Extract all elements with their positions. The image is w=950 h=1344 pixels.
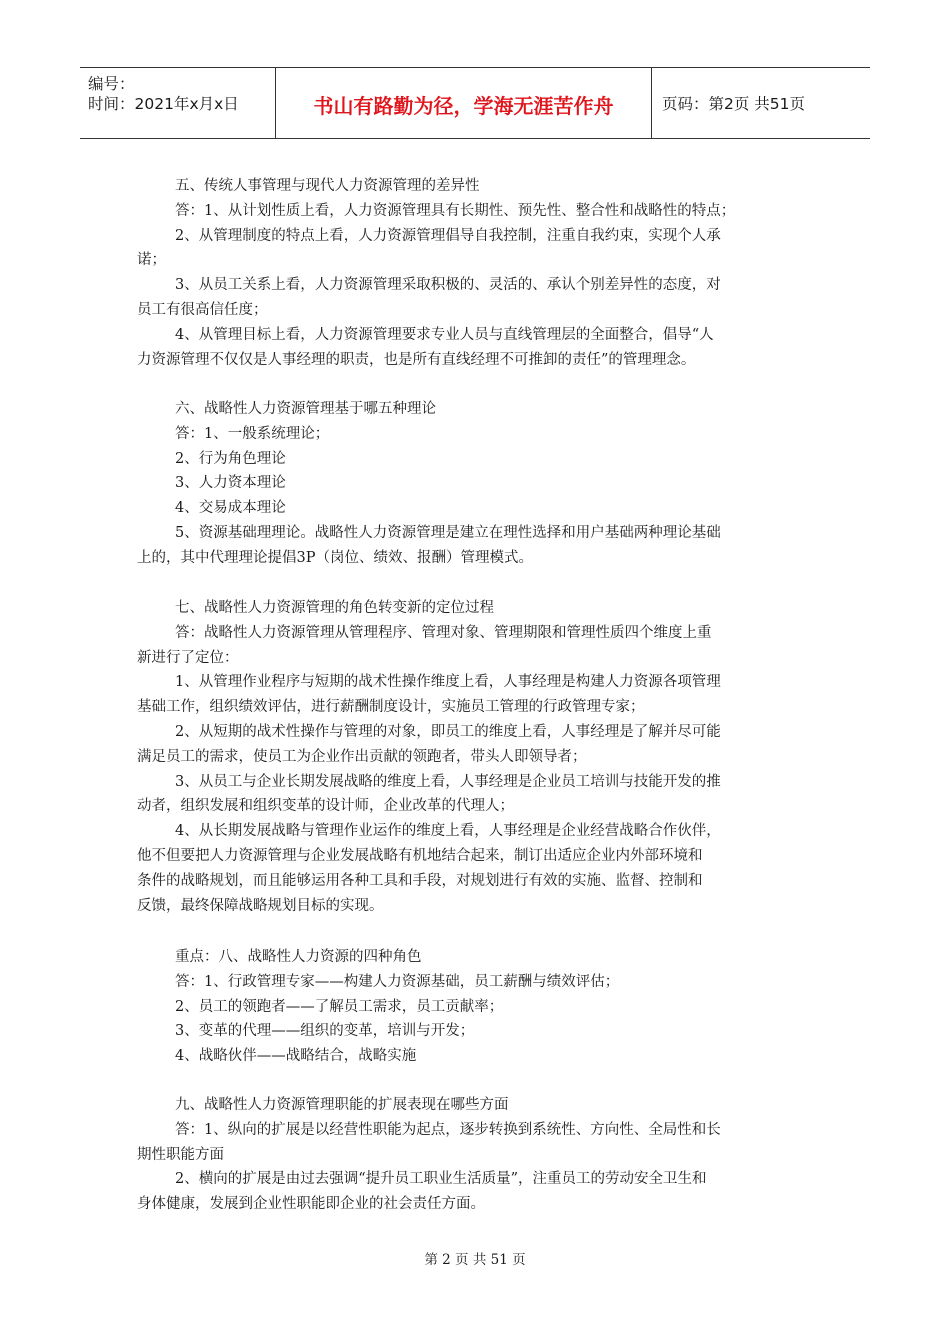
number-label: 编号： [88,75,135,93]
body-line: 动者，组织发展和组织变革的设计师，企业改革的代理人； [137,798,514,815]
body-line: 期性职能方面 [137,1146,224,1163]
body-line: 3、人力资本理论 [175,475,286,492]
body-line: 员工有很高信任度； [137,302,268,318]
body-line: 3、从员工与企业长期发展战略的维度上看，人事经理是企业员工培训与技能开发的推 [175,773,721,790]
body-line: 上的，其中代理理论提倡3P（岗位、绩效、报酬）管理模式。 [137,549,533,566]
body-line: 4、交易成本理论 [175,500,286,517]
body-line: 1、从管理作业程序与短期的战术性操作维度上看，人事经理是构建人力资源各项管理 [175,674,721,691]
body-line: 2、员工的领跑者——了解员工需求，员工贡献率； [175,998,504,1015]
body-line: 2、横向的扩展是由过去强调“提升员工职业生活质量”，注重员工的劳动安全卫生和 [175,1171,707,1188]
header-page-cell [652,68,870,138]
body-line: 身体健康，发展到企业性职能即企业的社会责任方面。 [137,1196,485,1213]
body-line: 力资源管理不仅仅是人事经理的职责，也是所有直线经理不可推卸的责任”的管理理念。 [137,351,696,368]
body-line: 2、行为角色理论 [175,450,286,467]
body-line: 3、从员工关系上看，人力资源管理采取积极的、灵活的、承认个别差异性的态度，对 [175,277,721,294]
body-line: 4、从管理目标上看，人力资源管理要求专业人员与直线管理层的全面整合，倡导“人 [175,326,714,343]
section-heading: 九、战略性人力资源管理职能的扩展表现在哪些方面 [175,1097,509,1113]
body-line: 答：1、从计划性质上看，人力资源管理具有长期性、预先性、整合性和战略性的特点； [175,202,736,219]
body-line: 5、资源基础理理论。战略性人力资源管理是建立在理性选择和用户基础两种理论基础 [175,525,721,541]
body-line: 4、从长期发展战略与管理作业运作的维度上看，人事经理是企业经营战略合作伙伴， [175,823,721,840]
header-meta [80,68,276,138]
body-line: 反馈，最终保障战略规划目标的实现。 [137,897,384,914]
body-line: 他不但要把人力资源管理与企业发展战略有机地结合起来，制订出适应企业内外部环境和 [137,848,703,864]
body-line: 答：战略性人力资源管理从管理程序、管理对象、管理期限和管理性质四个维度上重 [175,624,712,641]
body-line: 诺； [137,252,166,269]
section-heading: 六、战略性人力资源管理基于哪五种理论 [175,401,436,417]
body-line: 答：1、一般系统理论； [175,425,330,442]
body-line: 基础工作，组织绩效评估，进行薪酬制度设计，实施员工管理的行政管理专家； [137,699,645,716]
body-line: 2、从短期的战术性操作与管理的对象，即员工的维度上看，人事经理是了解并尽可能 [175,724,721,740]
body-line: 2、从管理制度的特点上看，人力资源管理倡导自我控制，注重自我约束，实现个人承 [175,227,721,244]
body-line: 满足员工的需求，使员工为企业作出贡献的领跑者，带头人即领导者； [137,748,587,765]
body-line: 4、战略伙伴——战略结合，战略实施 [175,1048,417,1065]
section-heading: 七、战略性人力资源管理的角色转变新的定位过程 [175,600,494,616]
body-line: 条件的战略规划，而且能够运用各种工具和手段，对规划进行有效的实施、监督、控制和 [137,872,703,889]
body-line: 答：1、纵向的扩展是以经营性职能为起点，逐步转换到系统性、方向性、全局性和长 [175,1121,721,1138]
body-line: 3、变革的代理——组织的变革，培训与开发； [175,1023,475,1040]
body-line: 答：1、行政管理专家——构建人力资源基础，员工薪酬与绩效评估； [175,973,620,990]
section-heading: 五、传统人事管理与现代人力资源管理的差异性 [175,178,480,194]
section-heading: 重点：八、战略性人力资源的四种角色 [175,949,422,965]
page-footer: 第 2 页 共 51 页 [424,1252,526,1268]
time-label: 时间：2021年x月x日 [88,95,239,113]
header-motto-cell [276,68,652,138]
page-info: 页码：第2页 共51页 [662,95,806,113]
body-line: 新进行了定位： [137,649,239,666]
motto: 书山有路勤为径，学海无涯苦作舟 [313,94,614,118]
page-header [80,67,870,139]
